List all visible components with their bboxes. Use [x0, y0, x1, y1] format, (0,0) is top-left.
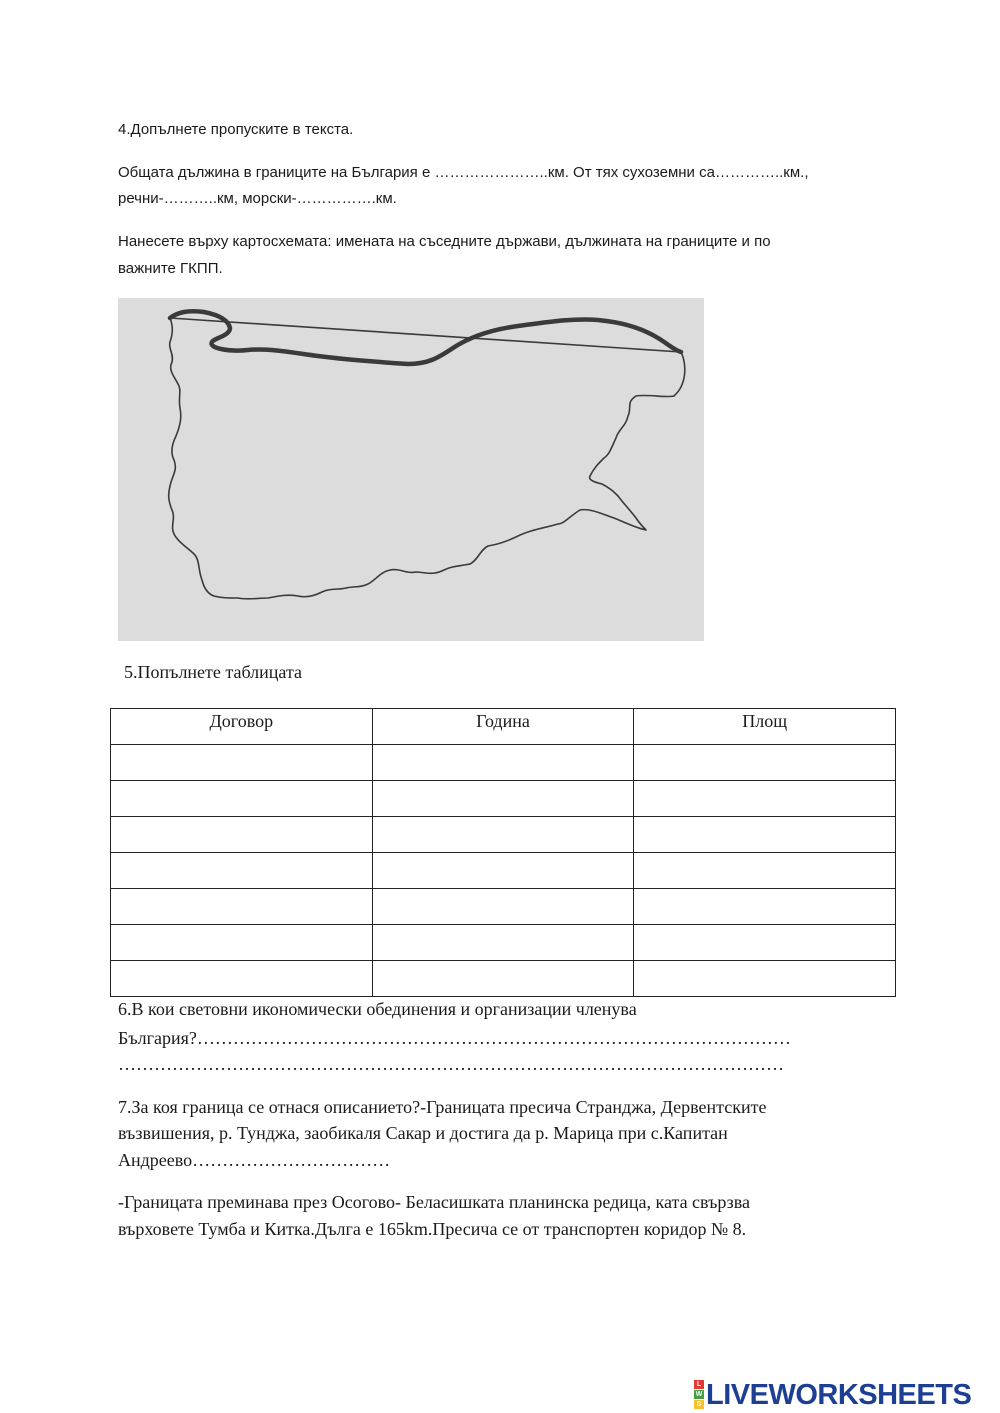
mark-letter: L	[694, 1380, 704, 1389]
table-cell[interactable]	[372, 961, 634, 997]
table-cell[interactable]	[111, 889, 373, 925]
table-row	[111, 961, 896, 997]
table-row	[111, 853, 896, 889]
liveworksheets-brand: LIVEWORKSHEETS	[706, 1378, 972, 1411]
table-cell[interactable]	[634, 781, 896, 817]
table-row	[111, 925, 896, 961]
table-row	[111, 817, 896, 853]
liveworksheets-logo	[694, 1378, 971, 1412]
table-cell[interactable]	[111, 853, 373, 889]
table-cell[interactable]	[111, 961, 373, 997]
bulgaria-outline-map	[118, 298, 704, 641]
task7-line1: 7.За коя граница се отнася описанието?-Границата пресича Странджа, Дервентските	[118, 1097, 767, 1117]
table-cell[interactable]	[111, 925, 373, 961]
task7-line3: Андреево……………………………	[118, 1150, 391, 1170]
table-cell[interactable]	[372, 925, 634, 961]
liveworksheets-mark-icon	[694, 1380, 704, 1410]
table-cell[interactable]	[372, 817, 634, 853]
task7-line5: върховете Тумба и Китка.Дълга е 165km.Пресича се от транспортен коридор № 8.	[118, 1219, 747, 1239]
task4-heading: 4.Допълнете пропуските в текста.	[118, 121, 354, 138]
table-cell[interactable]	[111, 745, 373, 781]
task7-line4: -Границата преминава през Осогово- Беласишката планинска редица, ката свързва	[118, 1192, 750, 1212]
task6-line1: 6.В кои световни икономически обединения и организации членува	[118, 999, 637, 1019]
mark-letter: W	[695, 1391, 703, 1398]
table-cell[interactable]	[372, 889, 634, 925]
treaties-table	[110, 708, 896, 997]
task4-instruction-line2: важните ГКПП.	[118, 260, 223, 277]
column-header-area: Площ	[634, 709, 896, 745]
table-cell[interactable]	[634, 745, 896, 781]
task6-line3: …………………………………………………………………………………………………	[118, 1054, 784, 1074]
column-header-treaty: Договор	[111, 709, 373, 745]
table-cell[interactable]	[372, 853, 634, 889]
table-cell[interactable]	[634, 925, 896, 961]
task6-line2: България?………………………………………………………………………………………	[118, 1028, 791, 1048]
table-cell[interactable]	[634, 853, 896, 889]
table-cell[interactable]	[372, 781, 634, 817]
bulgaria-outline-icon	[118, 298, 704, 641]
mark-letter: S	[694, 1400, 704, 1409]
table-row	[111, 781, 896, 817]
task4-instruction-line1: Нанесете върху картосхемата: имената на съседните държави, дължината на границите и по	[118, 233, 771, 250]
table-cell[interactable]	[111, 781, 373, 817]
table-row	[111, 889, 896, 925]
task5-heading: 5.Попълнете таблицата	[124, 662, 303, 682]
task4-text-line1: Общата дължина в границите на България е …………………..км. От тях сухоземни са…………..км.,	[118, 164, 809, 181]
table-cell[interactable]	[634, 961, 896, 997]
table-cell[interactable]	[372, 745, 634, 781]
column-header-year: Година	[372, 709, 634, 745]
table-cell[interactable]	[111, 817, 373, 853]
table-row	[111, 745, 896, 781]
table-cell[interactable]	[634, 817, 896, 853]
table-cell[interactable]	[634, 889, 896, 925]
task4-text-line2: речни-………..км, морски-…………….км.	[118, 190, 397, 207]
task7-line2: възвишения, р. Тунджа, заобикаля Сакар и достига да р. Марица при с.Капитан	[118, 1123, 728, 1143]
